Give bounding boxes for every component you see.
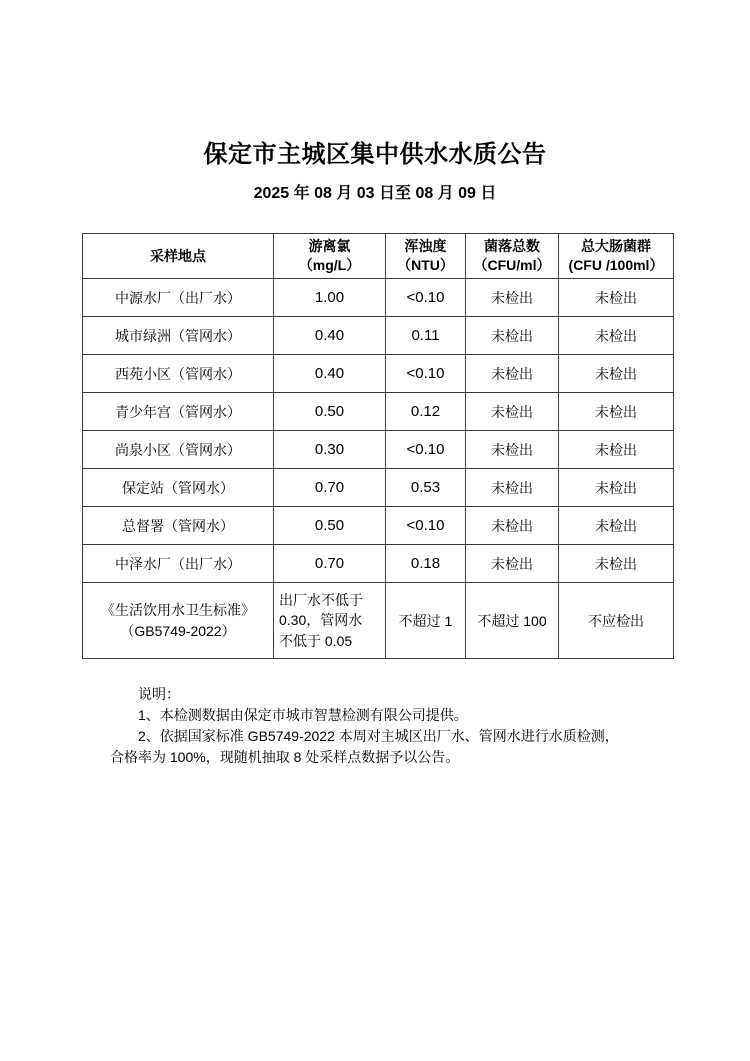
header-site <box>83 234 274 279</box>
coliform-cell: 未检出 <box>559 279 674 317</box>
coliform-cell: 未检出 <box>559 317 674 355</box>
site-cell: 青少年宫（管网水） <box>83 393 274 431</box>
header-chlorine-label: 游离氯 <box>308 238 351 255</box>
coliform-cell: 未检出 <box>559 469 674 507</box>
table-row <box>83 545 674 583</box>
turbidity-cell: <0.10 <box>386 355 466 393</box>
header-chlorine-unit: （mg/L） <box>298 257 361 273</box>
table-row <box>83 279 674 317</box>
colony-cell: 未检出 <box>466 393 559 431</box>
turbidity-cell: <0.10 <box>386 431 466 469</box>
colony-cell: 未检出 <box>466 355 559 393</box>
site-cell: 保定站（管网水） <box>83 469 274 507</box>
coliform-cell: 未检出 <box>559 393 674 431</box>
site-cell: 尚泉小区（管网水） <box>83 431 274 469</box>
colony-cell: 未检出 <box>466 431 559 469</box>
standard-row <box>83 583 674 659</box>
turbidity-cell: <0.10 <box>386 507 466 545</box>
turbidity-cell: 0.12 <box>386 393 466 431</box>
site-cell: 中泽水厂（出厂水） <box>83 545 274 583</box>
site-cell: 城市绿洲（管网水） <box>83 317 274 355</box>
standard-colony-cell: 不超过 100 <box>466 583 559 659</box>
standard-chlorine-cell: 出厂水不低于 0.30，管网水 不低于 0.05 <box>274 583 386 659</box>
colony-cell: 未检出 <box>466 317 559 355</box>
table-row <box>83 507 674 545</box>
chlorine-cell: 0.70 <box>274 469 386 507</box>
site-cell: 总督署（管网水） <box>83 507 274 545</box>
colony-cell: 未检出 <box>466 507 559 545</box>
colony-cell: 未检出 <box>466 469 559 507</box>
colony-cell: 未检出 <box>466 545 559 583</box>
standard-coliform-cell: 不应检出 <box>559 583 674 659</box>
chlorine-cell: 0.40 <box>274 317 386 355</box>
standard-name-line2: （GB5749-2022） <box>120 622 236 639</box>
header-coliform-label: 总大肠菌群 <box>581 238 651 255</box>
table-row <box>83 355 674 393</box>
header-coliform <box>559 234 674 279</box>
site-cell: 西苑小区（管网水） <box>83 355 274 393</box>
table-row <box>83 393 674 431</box>
table-row <box>83 431 674 469</box>
notes-item-1: 1、本检测数据由保定市城市智慧检测有限公司提供。 <box>138 707 468 723</box>
chlorine-cell: 0.40 <box>274 355 386 393</box>
header-coliform-unit: (CFU /100ml） <box>568 257 664 273</box>
coliform-cell: 未检出 <box>559 507 674 545</box>
chlorine-cell: 0.30 <box>274 431 386 469</box>
standard-name-line1: 《生活饮用水卫生标准》 <box>101 601 255 618</box>
header-colony-unit: （CFU/ml） <box>473 257 551 273</box>
date-range: 2025 年 08 月 03 日至 08 月 09 日 <box>253 185 497 202</box>
site-cell: 中源水厂（出厂水） <box>83 279 274 317</box>
table-row <box>83 469 674 507</box>
chlorine-cell: 1.00 <box>274 279 386 317</box>
standard-name-cell <box>83 583 274 659</box>
standard-turbidity-cell: 不超过 1 <box>386 583 466 659</box>
chlorine-cell: 0.70 <box>274 545 386 583</box>
table-row <box>83 317 674 355</box>
turbidity-cell: 0.11 <box>386 317 466 355</box>
chlorine-cell: 0.50 <box>274 393 386 431</box>
header-chlorine <box>274 234 386 279</box>
notes-section <box>110 684 620 768</box>
coliform-cell: 未检出 <box>559 431 674 469</box>
colony-cell: 未检出 <box>466 279 559 317</box>
table-header-row <box>83 234 674 279</box>
turbidity-cell: 0.53 <box>386 469 466 507</box>
header-turbidity-unit: （NTU） <box>397 257 454 273</box>
header-colony-label: 菌落总数 <box>484 238 540 255</box>
header-turbidity-label: 浑浊度 <box>404 238 447 255</box>
header-turbidity <box>386 234 466 279</box>
notes-heading: 说明： <box>138 686 180 702</box>
coliform-cell: 未检出 <box>559 545 674 583</box>
turbidity-cell: <0.10 <box>386 279 466 317</box>
coliform-cell: 未检出 <box>559 355 674 393</box>
chlorine-cell: 0.50 <box>274 507 386 545</box>
notes-item-2: 2、依据国家标准 GB5749-2022 本周对主城区出厂水、管网水进行水质检测，合格率为 100%，现随机抽取 8 处采样点数据予以公告。 <box>110 728 619 765</box>
turbidity-cell: 0.18 <box>386 545 466 583</box>
header-site-label: 采样地点 <box>150 247 206 264</box>
header-colony <box>466 234 559 279</box>
page-title: 保定市主城区集中供水水质公告 <box>203 141 547 168</box>
water-quality-table <box>82 233 674 659</box>
